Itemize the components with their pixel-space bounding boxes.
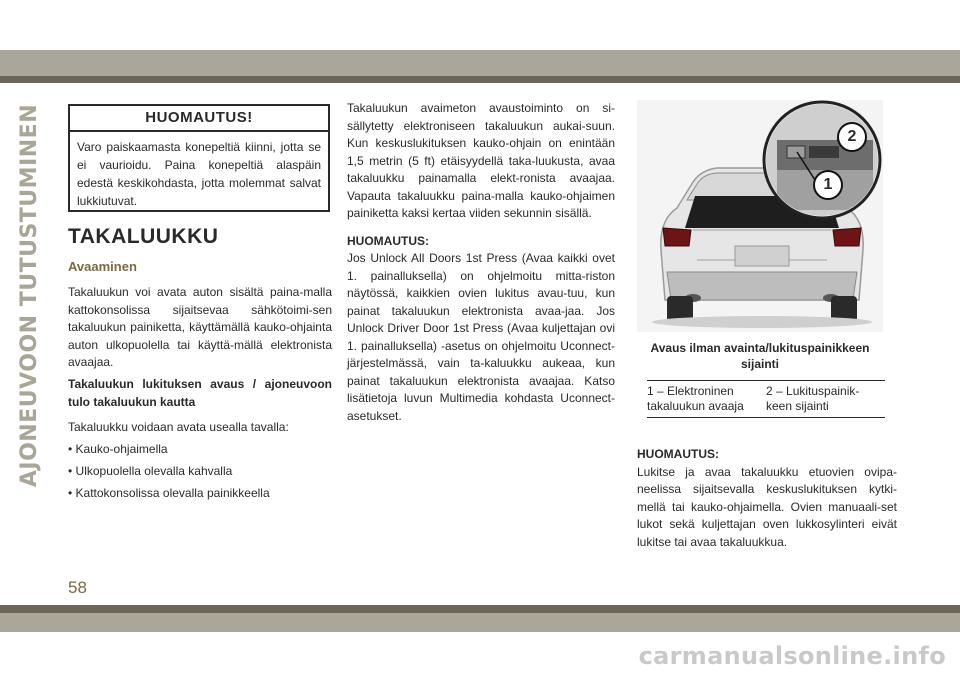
column-right-note [637,446,897,551]
callout-1-marker [813,170,843,200]
legend-item-1: 1 – Elektroninen takaluukun avaaja [647,384,744,413]
warning-note-text: Varo paiskaamasta konepeltiä kiinni, jotta se ei vaurioidu. Paina konepeltiä alaspäin edestä keskikohdasta, jotta molemmat salvat lukkiutuvat. [77,140,321,208]
header-band [0,50,960,76]
bullet-list [68,441,332,507]
warning-note-box [68,104,330,212]
note-label: HUOMAUTUS: [637,447,719,461]
paragraph-unlock-settings: Jos Unlock All Doors 1st Press (Avaa kaikki ovet 1. painalluksella) on ohjelmoitu mitta-riston näytössä, kaikkien ovien lukitus avau-tuu, kun painat takaluukun elektronista avaa-jaa. Jos Unlock Driver Door 1st Press (Avaa kuljettajan ovi 1. painalluksella) -asetus on ohjelmoitu Uconnect-järjestelmässä, vain ta-kaluukku aukeaa, kun painat takaluukun elektronista avaajaa. Katso lisätietoja luvun Multimedia kohdasta Uconnect-asetukset. [347,251,615,423]
page-top-margin [0,0,960,50]
paragraph-opening-methods: Takaluukun voi avata auton sisältä paina-malla kattokonsolissa sijaitsevaa sähkötoimi-sen takaluukun painiketta, käyttämällä kauko-ohjainta auton ulkopuolella tai käyttä-mällä elektronista avaajaa. [68,285,332,369]
callout-2-label: 2 [847,128,857,145]
section-subheading: Avaaminen [68,259,137,274]
list-item: • Kauko-ohjaimella [68,442,168,456]
chapter-side-tab [12,100,48,490]
list-item: • Ulkopuolella olevalla kahvalla [68,464,233,478]
section-heading: TAKALUUKKU [68,225,219,248]
footer-band-dark [0,605,960,613]
page-number: 58 [68,578,87,597]
chapter-side-tab-label: AJONEUVOON TUTUSTUMINEN [17,103,43,487]
paragraph-keyless-entry: Takaluukun avaimeton avaustoiminto on si-sällytetty elektroniseen takaluukun aukai-suun. Kun keskuslukituksen kauko-ohjain on enintään 1,5 metrin (5 ft) etäisyydellä taka-luukusta, avaa takaluukku painamalla elekt-ronista avaajaa. Vapauta takaluukku paina-malla kauko-ohjaimen painiketta kaksi kertaa viiden sekunnin sisällä. [347,101,615,220]
paragraph-ways-intro: Takaluukku voidaan avata usealla tavalla: [68,420,289,434]
callout-2-marker [837,122,867,152]
paragraph-central-lock: Lukitse ja avaa takaluukku etuovien ovipa-neelissa sijaitsevalla keskuslukituksen kytki-mellä tai kauko-ohjaimella. Ovien manuaali-set lukot sekä kuljettajan oven lukkosylinteri eivät lukitse tai avaa takaluukkua. [637,464,897,549]
paragraph-unlock-heading: Takaluukun lukituksen avaus / ajoneuvoon tulo takaluukun kautta [68,377,332,409]
figure-legend-table [647,380,885,418]
list-item: • Kattokonsolissa olevalla painikkeella [68,486,270,500]
column-middle [347,100,615,435]
site-watermark: carmanualsonline.info [638,642,946,670]
callout-1-label: 1 [823,176,833,193]
liftgate-figure [637,100,883,332]
footer-band [0,613,960,632]
figure-caption-title: Avaus ilman avainta/lukituspainikkeen sijainti [650,341,870,371]
legend-item-2: 2 – Lukituspainik-keen sijainti [766,384,860,413]
note-label: HUOMAUTUS: [347,233,429,248]
header-band-dark [0,76,960,83]
warning-note-title: HUOMAUTUS! [70,106,328,132]
